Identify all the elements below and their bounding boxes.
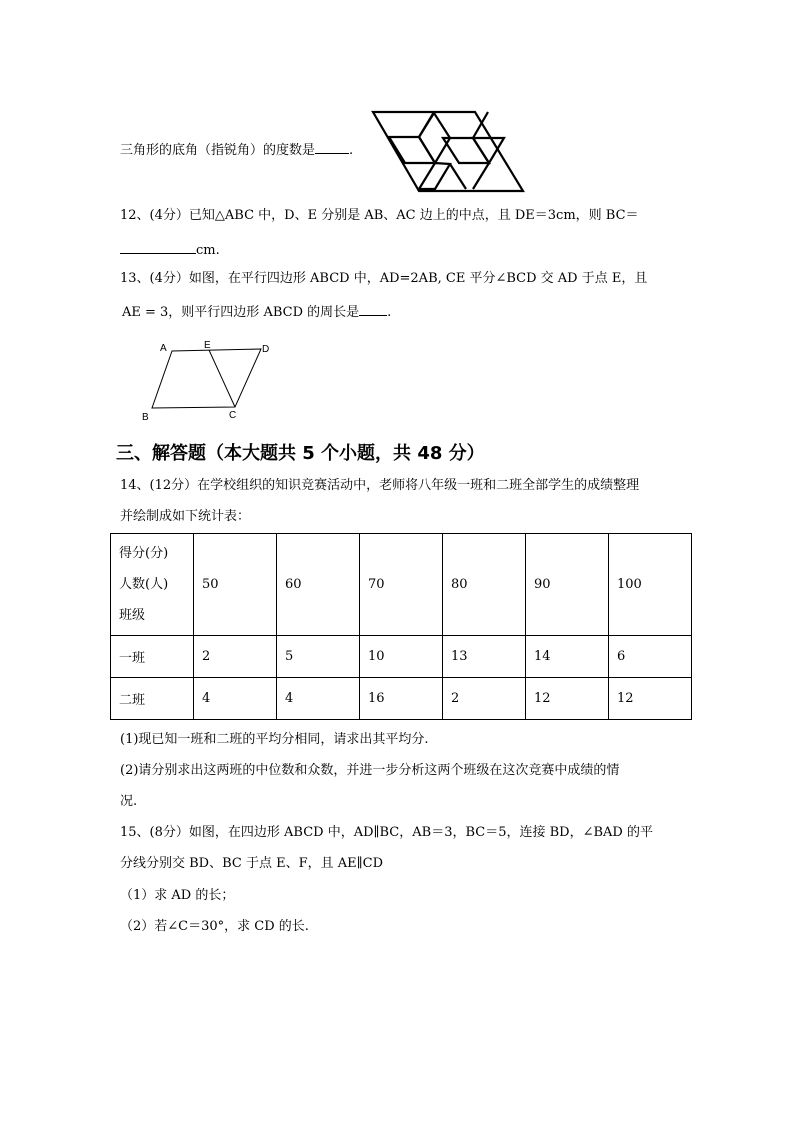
- table-row: [111, 678, 692, 720]
- label-D: D: [262, 344, 270, 355]
- q15-sub1: （1）求 AD 的长；: [120, 888, 235, 903]
- table-header-row: [111, 534, 692, 636]
- q12-line2: [120, 241, 220, 257]
- q13-line2-text: AE = 3，则平行四边形 ABCD 的周长是: [122, 305, 360, 320]
- header-label-count: 人数(人): [119, 577, 169, 592]
- count-cell: 5: [277, 636, 360, 678]
- q11-tiling-figure: [370, 108, 526, 194]
- header-label-score: 得分(分): [119, 546, 169, 561]
- count-cell: 12: [526, 678, 609, 720]
- q11-answer-blank: [315, 141, 349, 154]
- q14-sub2-line1: (2)请分别求出这两班的中位数和众数，并进一步分析这两个班级在这次竞赛中成绩的情: [120, 763, 620, 778]
- class-cell: 一班: [111, 636, 194, 678]
- q13-parallelogram-figure: [140, 338, 280, 424]
- q12-tail: cm.: [196, 243, 220, 258]
- table-row: [111, 636, 692, 678]
- label-C: C: [229, 410, 237, 421]
- section-heading: 三、解答题（本大题共 5 个小题，共 48 分）: [116, 443, 485, 464]
- count-cell: 2: [194, 636, 277, 678]
- q15-line1: 15、(8分）如图，在四边形 ABCD 中，AD∥BC，AB＝3，BC＝5，连接 BD，∠BAD 的平: [120, 825, 653, 840]
- q11-text: 三角形的底角（指锐角）的度数是: [120, 143, 316, 158]
- q12-answer-blank: [120, 241, 196, 254]
- q15-sub2: （2）若∠C＝30°，求 CD 的长.: [120, 919, 309, 934]
- count-cell: 4: [194, 678, 277, 720]
- score-table: [110, 533, 692, 720]
- header-corner-cell: [111, 534, 194, 636]
- score-cell: 60: [277, 534, 360, 636]
- count-cell: 2: [443, 678, 526, 720]
- count-cell: 6: [609, 636, 692, 678]
- score-cell: 100: [609, 534, 692, 636]
- q14-line2: 并绘制成如下统计表：: [120, 509, 251, 524]
- class-cell: 二班: [111, 678, 194, 720]
- score-cell: 80: [443, 534, 526, 636]
- label-E: E: [204, 340, 211, 351]
- q12-line1: 12、(4分）已知△ABC 中，D、E 分别是 AB、AC 边上的中点，且 DE＝3cm，则 BC＝: [120, 208, 639, 223]
- count-cell: 14: [526, 636, 609, 678]
- score-cell: 90: [526, 534, 609, 636]
- header-label-class: 班级: [119, 608, 146, 623]
- q14-sub1: (1)现已知一班和二班的平均分相同，请求出其平均分.: [120, 732, 429, 747]
- count-cell: 4: [277, 678, 360, 720]
- q11-line: [120, 141, 353, 157]
- count-cell: 13: [443, 636, 526, 678]
- q13-line2: [122, 303, 391, 319]
- label-B: B: [142, 412, 149, 423]
- q15-line2: 分线分别交 BD、BC 于点 E、F，且 AE∥CD: [120, 856, 384, 871]
- q14-sub2-line2: 况.: [120, 794, 138, 809]
- q13-line1: 13、(4分）如图，在平行四边形 ABCD 中，AD=2AB, CE 平分∠BCD 交 AD 于点 E，且: [120, 271, 648, 286]
- score-cell: 70: [360, 534, 443, 636]
- count-cell: 12: [609, 678, 692, 720]
- label-A: A: [160, 343, 167, 354]
- q11-tail: .: [349, 143, 354, 158]
- q14-line1: 14、(12分）在学校组织的知识竞赛活动中，老师将八年级一班和二班全部学生的成绩整理: [120, 478, 640, 493]
- q13-answer-blank: [359, 303, 387, 316]
- q13-tail: .: [387, 305, 392, 320]
- count-cell: 16: [360, 678, 443, 720]
- score-cell: 50: [194, 534, 277, 636]
- count-cell: 10: [360, 636, 443, 678]
